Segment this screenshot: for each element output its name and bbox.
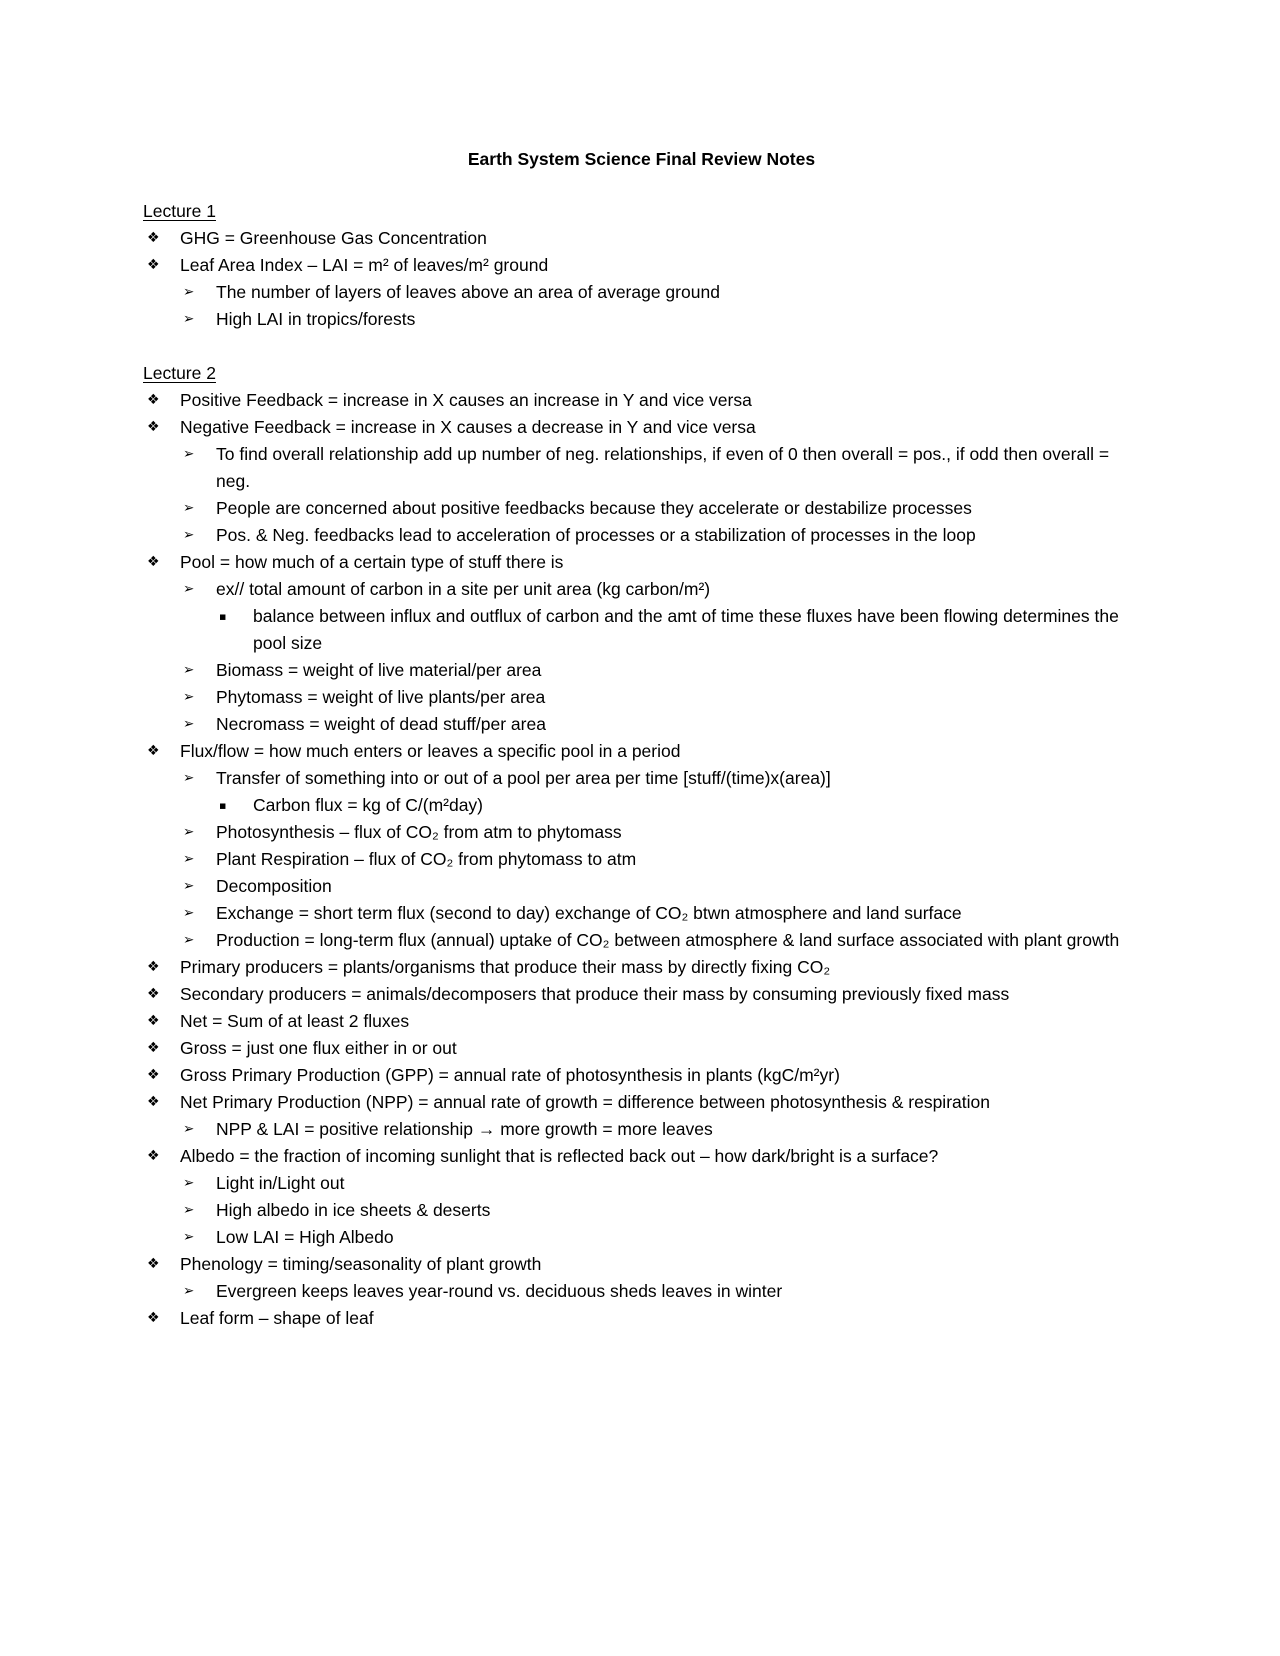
arrowhead-bullet-icon: ➢ — [183, 878, 195, 894]
list-item — [219, 792, 1140, 819]
list-item — [183, 306, 1140, 333]
diamond-bullet-icon: ❖ — [147, 1256, 160, 1272]
diamond-bullet-icon: ❖ — [147, 1094, 160, 1110]
list-item-text: balance between influx and outflux of carbon and the amt of time these fluxes have been flowing determines the pool size — [253, 606, 1119, 653]
arrowhead-bullet-icon: ➢ — [183, 1175, 195, 1191]
list-item — [147, 1305, 1140, 1332]
arrowhead-bullet-icon: ➢ — [183, 581, 195, 597]
list-item-text: High LAI in tropics/forests — [216, 309, 416, 329]
list-item — [147, 1251, 1140, 1278]
list-item-text: Production = long-term flux (annual) uptake of CO₂ between atmosphere & land surface associated with plant growth — [216, 930, 1120, 950]
diamond-bullet-icon: ❖ — [147, 1310, 160, 1326]
list-item — [219, 603, 1140, 657]
lecture-section — [143, 198, 1140, 333]
list-item — [183, 765, 1140, 792]
list-item-text: Phenology = timing/seasonality of plant growth — [180, 1254, 542, 1274]
arrowhead-bullet-icon: ➢ — [183, 770, 195, 786]
arrowhead-bullet-icon: ➢ — [183, 284, 195, 300]
list-item — [147, 1089, 1140, 1116]
arrowhead-bullet-icon: ➢ — [183, 446, 195, 462]
list-item-text: Negative Feedback = increase in X causes a decrease in Y and vice versa — [180, 417, 756, 437]
list-item-text: Pool = how much of a certain type of stuff there is — [180, 552, 564, 572]
list-item — [147, 1062, 1140, 1089]
arrowhead-bullet-icon: ➢ — [183, 851, 195, 867]
diamond-bullet-icon: ❖ — [147, 257, 160, 273]
list-item-text: Gross Primary Production (GPP) = annual rate of photosynthesis in plants (kgC/m²yr) — [180, 1065, 840, 1085]
diamond-bullet-icon: ❖ — [147, 554, 160, 570]
list-item — [147, 981, 1140, 1008]
list-item — [183, 900, 1140, 927]
list-item-text: Low LAI = High Albedo — [216, 1227, 394, 1247]
diamond-bullet-icon: ❖ — [147, 986, 160, 1002]
list-item-text: Gross = just one flux either in or out — [180, 1038, 457, 1058]
arrowhead-bullet-icon: ➢ — [183, 905, 195, 921]
list-item — [147, 414, 1140, 441]
list-item-text: Secondary producers = animals/decomposers that produce their mass by consuming previously fixed mass — [180, 984, 1010, 1004]
list-item — [147, 1143, 1140, 1170]
list-item — [147, 387, 1140, 414]
list-item-text: Leaf form – shape of leaf — [180, 1308, 374, 1328]
diamond-bullet-icon: ❖ — [147, 959, 160, 975]
sections-container — [143, 198, 1140, 1332]
list-item-text: ex// total amount of carbon in a site per unit area (kg carbon/m²) — [216, 579, 711, 599]
list-item-text: Flux/flow = how much enters or leaves a specific pool in a period — [180, 741, 681, 761]
diamond-bullet-icon: ❖ — [147, 1040, 160, 1056]
diamond-bullet-icon: ❖ — [147, 392, 160, 408]
arrowhead-bullet-icon: ➢ — [183, 716, 195, 732]
diamond-bullet-icon: ❖ — [147, 1013, 160, 1029]
list-item — [147, 252, 1140, 279]
list-item-text: Pos. & Neg. feedbacks lead to acceleration of processes or a stabilization of processes in the loop — [216, 525, 976, 545]
list-item-text: NPP & LAI = positive relationship → more growth = more leaves — [216, 1119, 713, 1139]
list-item-text: Necromass = weight of dead stuff/per area — [216, 714, 546, 734]
list-item — [183, 711, 1140, 738]
list-item-text: Leaf Area Index – LAI = m² of leaves/m² ground — [180, 255, 549, 275]
list-item — [183, 684, 1140, 711]
list-item — [147, 549, 1140, 576]
square-bullet-icon: ▪ — [219, 610, 227, 623]
list-item-text: The number of layers of leaves above an area of average ground — [216, 282, 720, 302]
arrowhead-bullet-icon: ➢ — [183, 311, 195, 327]
list-item — [147, 225, 1140, 252]
lecture-section — [143, 360, 1140, 1332]
arrowhead-bullet-icon: ➢ — [183, 662, 195, 678]
list-item — [183, 846, 1140, 873]
list-item-text: Biomass = weight of live material/per area — [216, 660, 542, 680]
list-item-text: Exchange = short term flux (second to day) exchange of CO₂ btwn atmosphere and land surface — [216, 903, 962, 923]
list-item-text: Light in/Light out — [216, 1173, 345, 1193]
list-item — [147, 1035, 1140, 1062]
list-item-text: Decomposition — [216, 876, 332, 896]
list-item-text: Transfer of something into or out of a pool per area per time [stuff/(time)x(area)] — [216, 768, 831, 788]
arrowhead-bullet-icon: ➢ — [183, 824, 195, 840]
list-item — [183, 522, 1140, 549]
list-item-text: Evergreen keeps leaves year-round vs. deciduous sheds leaves in winter — [216, 1281, 783, 1301]
list-item — [183, 576, 1140, 603]
list-item — [183, 1197, 1140, 1224]
document-title: Earth System Science Final Review Notes — [467, 149, 816, 169]
list-item — [183, 1116, 1140, 1143]
diamond-bullet-icon: ❖ — [147, 230, 160, 246]
diamond-bullet-icon: ❖ — [147, 743, 160, 759]
list-item-text: High albedo in ice sheets & deserts — [216, 1200, 491, 1220]
list-item — [183, 1224, 1140, 1251]
arrowhead-bullet-icon: ➢ — [183, 1283, 195, 1299]
list-item-text: Plant Respiration – flux of CO₂ from phytomass to atm — [216, 849, 637, 869]
section-heading: Lecture 1 — [143, 201, 216, 221]
list-item-text: Phytomass = weight of live plants/per area — [216, 687, 546, 707]
section-heading: Lecture 2 — [143, 363, 216, 383]
arrowhead-bullet-icon: ➢ — [183, 689, 195, 705]
list-item-text: People are concerned about positive feedbacks because they accelerate or destabilize processes — [216, 498, 972, 518]
list-item-text: Net = Sum of at least 2 fluxes — [180, 1011, 410, 1031]
list-item-text: Net Primary Production (NPP) = annual rate of growth = difference between photosynthesis & respiration — [180, 1092, 990, 1112]
arrowhead-bullet-icon: ➢ — [183, 1229, 195, 1245]
arrowhead-bullet-icon: ➢ — [183, 932, 195, 948]
list-item-text: Carbon flux = kg of C/(m²day) — [253, 795, 484, 815]
list-item-text: To find overall relationship add up number of neg. relationships, if even of 0 then overall = pos., if odd then overall = neg. — [216, 444, 1110, 491]
list-item — [183, 657, 1140, 684]
list-item-text: Primary producers = plants/organisms that produce their mass by directly fixing CO₂ — [180, 957, 831, 977]
arrowhead-bullet-icon: ➢ — [183, 1121, 195, 1137]
list-item-text: GHG = Greenhouse Gas Concentration — [180, 228, 487, 248]
list-item-text: Positive Feedback = increase in X causes an increase in Y and vice versa — [180, 390, 752, 410]
arrowhead-bullet-icon: ➢ — [183, 500, 195, 516]
list-item — [183, 1170, 1140, 1197]
diamond-bullet-icon: ❖ — [147, 1067, 160, 1083]
list-item — [183, 279, 1140, 306]
square-bullet-icon: ▪ — [219, 799, 227, 812]
list-item — [147, 954, 1140, 981]
list-item — [183, 873, 1140, 900]
list-item-text: Albedo = the fraction of incoming sunlight that is reflected back out – how dark/bright is a surface? — [180, 1146, 939, 1166]
list-item — [147, 738, 1140, 765]
list-item — [183, 927, 1140, 954]
arrowhead-bullet-icon: ➢ — [183, 1202, 195, 1218]
list-item — [183, 495, 1140, 522]
list-item — [183, 819, 1140, 846]
list-item — [183, 441, 1140, 495]
list-item-text: Photosynthesis – flux of CO₂ from atm to phytomass — [216, 822, 622, 842]
arrowhead-bullet-icon: ➢ — [183, 527, 195, 543]
list-item — [147, 1008, 1140, 1035]
diamond-bullet-icon: ❖ — [147, 1148, 160, 1164]
list-item — [183, 1278, 1140, 1305]
diamond-bullet-icon: ❖ — [147, 419, 160, 435]
